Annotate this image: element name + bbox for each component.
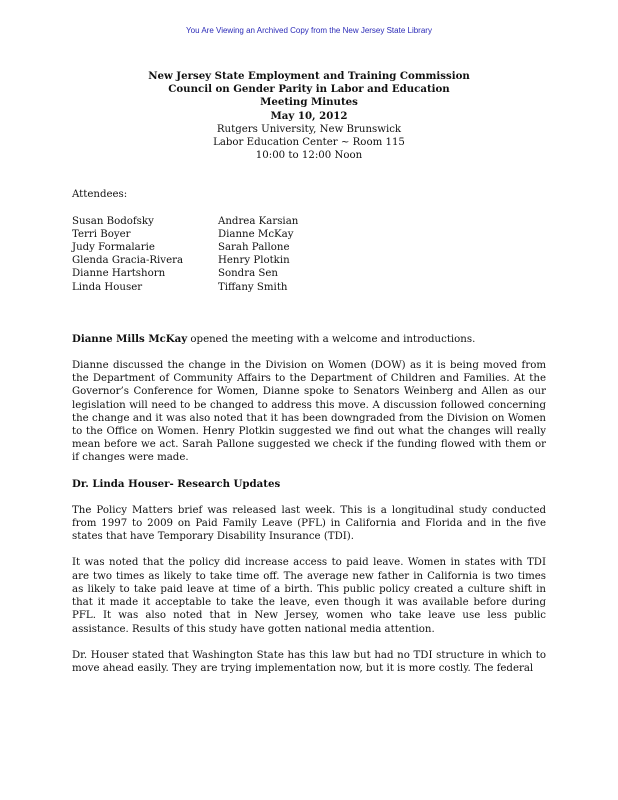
attendee-name: Dianne McKay bbox=[218, 228, 294, 240]
attendees-column-2 bbox=[218, 215, 298, 294]
header-location: Rutgers University, New Brunswick bbox=[216, 123, 402, 135]
attendee-name: Susan Bodofsky bbox=[72, 215, 154, 227]
document-header bbox=[72, 70, 546, 162]
access-paragraph: It was noted that the policy did increase access to paid leave. Women in states with TDI are two times as likely to take time off. The average new father in California is two times as likely to take paid leave at time of a birth. This public policy created a culture shift in that it made it acceptable to take the leave, even though it was available before during PFL. It was also noted that in New Jersey, women who take leave use less public assistance. Results of this study have gotten national media attention. bbox=[72, 557, 546, 635]
attendees-label: Attendees: bbox=[72, 189, 128, 201]
attendee-name: Sarah Pallone bbox=[218, 242, 290, 254]
attendee-name: Linda Houser bbox=[72, 281, 143, 293]
attendee-name: Andrea Karsian bbox=[218, 215, 299, 227]
header-date: May 10, 2012 bbox=[270, 109, 348, 122]
attendees-column-1 bbox=[72, 215, 218, 294]
header-commission: New Jersey State Employment and Training Commission bbox=[148, 70, 470, 82]
attendee-name: Henry Plotkin bbox=[218, 255, 290, 267]
policy-paragraph: The Policy Matters brief was released last week. This is a longitudinal study conducted from 1997 to 2009 on Paid Family Leave (PFL) in California and Florida and in the five states that have Temporary Disability Insurance (TDI). bbox=[72, 504, 546, 543]
attendee-name: Sondra Sen bbox=[218, 268, 278, 280]
attendee-name: Tiffany Smith bbox=[218, 281, 288, 293]
research-heading: Dr. Linda Houser- Research Updates bbox=[72, 477, 281, 490]
opening-paragraph bbox=[72, 333, 546, 346]
attendee-name: Judy Formalarie bbox=[72, 242, 155, 254]
archive-banner: You Are Viewing an Archived Copy from the New Jersey State Library bbox=[186, 26, 432, 35]
dow-paragraph: Dianne discussed the change in the Division on Women (DOW) as it is being moved from the Department of Community Affairs to the Department of Children and Families. At the Governor’s Conference for Women, Dianne spoke to Senators Weinberg and Allen as our legislation will need to be changed to address this move. A discussion followed concerning the change and it was also noted that it has been downgraded from the Division on Women to the Office on Women. Henry Plotkin suggested we find out what the changes will really mean before we act. Sarah Pallone suggested we check if the funding flowed with them or if changes were made. bbox=[72, 360, 546, 464]
meeting-minutes bbox=[72, 70, 546, 675]
washington-paragraph: Dr. Houser stated that Washington State has this law but had no TDI structure in which to move ahead easily. They are trying implementation now, but it is more costly. The federal bbox=[72, 649, 546, 674]
attendee-name: Glenda Gracia-Rivera bbox=[72, 255, 184, 267]
attendee-name: Dianne Hartshorn bbox=[72, 268, 166, 280]
header-council: Council on Gender Parity in Labor and Education bbox=[168, 83, 450, 96]
header-time: 10:00 to 12:00 Noon bbox=[255, 150, 363, 162]
opening-text: opened the meeting with a welcome and introductions. bbox=[187, 333, 476, 345]
header-room: Labor Education Center ~ Room 115 bbox=[213, 137, 405, 149]
attendee-name: Terri Boyer bbox=[72, 228, 131, 240]
attendees-list bbox=[72, 215, 546, 294]
opening-speaker: Dianne Mills McKay bbox=[72, 332, 188, 345]
header-doc-type: Meeting Minutes bbox=[260, 96, 358, 109]
